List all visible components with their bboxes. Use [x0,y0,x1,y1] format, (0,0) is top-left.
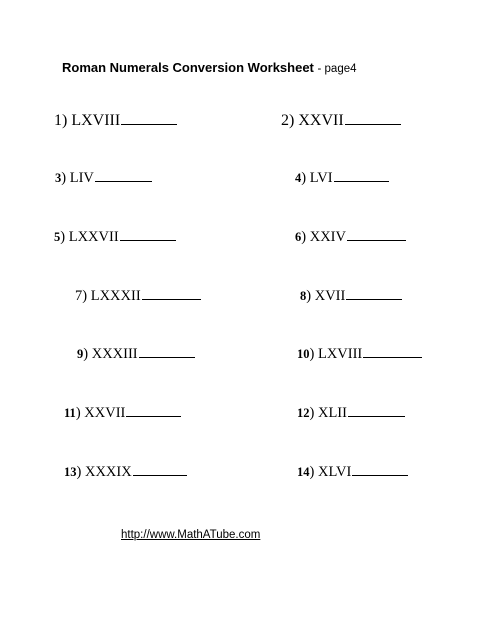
problem-numeral: LXXVII [68,229,119,245]
problem-number: 8 [300,289,307,303]
answer-blank[interactable] [363,356,422,358]
problem-paren: ) [309,405,315,421]
problem-paren: ) [309,464,315,480]
footer-link[interactable]: http://www.MathATube.com [121,529,261,541]
page-label: - page4 [317,63,357,75]
problem-numeral: XXVII [298,112,344,129]
problem-number: 14 [297,465,310,479]
problem-paren: ) [301,229,307,245]
problem-3 [55,171,152,186]
answer-blank[interactable] [346,298,402,300]
problem-number: 10 [297,347,310,361]
problem-12 [297,406,405,421]
answer-blank[interactable] [121,123,177,125]
problem-4 [295,171,389,186]
problem-6 [295,230,406,245]
problem-11 [64,406,181,421]
problem-number: 3 [55,171,62,185]
problem-number: 7) [75,288,88,304]
problem-paren: ) [61,170,67,186]
answer-blank[interactable] [348,415,405,417]
problem-7 [75,289,201,304]
problem-number: 12 [297,406,310,420]
problem-number: 13 [64,465,77,479]
problem-2 [281,113,401,129]
answer-blank[interactable] [142,298,201,300]
answer-blank[interactable] [345,123,401,125]
title-text: Roman Numerals Conversion Worksheet [62,60,314,75]
problem-5 [54,230,176,245]
problem-numeral: XLII [317,405,347,421]
answer-blank[interactable] [139,356,195,358]
problem-paren: ) [76,464,82,480]
problem-numeral: LXVIII [71,112,121,129]
answer-blank[interactable] [95,180,152,182]
problem-numeral: LXXXII [90,288,141,304]
answer-blank[interactable] [334,180,389,182]
problem-numeral: XXIV [309,229,346,245]
answer-blank[interactable] [126,415,181,417]
problem-number: 6 [295,230,302,244]
problem-number: 5 [54,230,61,244]
problem-paren: ) [309,346,315,362]
problem-numeral: XVII [314,288,346,304]
problem-13 [64,465,187,480]
problem-number: 11 [64,406,76,420]
answer-blank[interactable] [347,239,406,241]
problem-numeral: LXVIII [317,346,363,362]
answer-blank[interactable] [120,239,176,241]
problem-9 [77,347,195,362]
problem-numeral: XXXIX [84,464,132,480]
problem-number: 1) [54,112,68,129]
problem-number: 4 [295,171,302,185]
problem-14 [297,465,408,480]
problem-8 [300,289,402,304]
problem-numeral: LVI [309,170,333,186]
problem-paren: ) [83,346,89,362]
problem-paren: ) [75,405,81,421]
problem-number: 9 [77,347,84,361]
answer-blank[interactable] [352,474,408,476]
problem-paren: ) [301,170,307,186]
problem-paren: ) [60,229,66,245]
answer-blank[interactable] [133,474,187,476]
problem-number: 2) [281,112,295,129]
problem-numeral: XLVI [317,464,352,480]
problem-paren: ) [306,288,312,304]
worksheet-title [62,60,357,75]
problem-10 [297,347,422,362]
problem-1 [54,113,177,129]
problem-numeral: XXXIII [91,346,138,362]
problem-numeral: LIV [69,170,94,186]
problem-numeral: XXVII [84,405,126,421]
